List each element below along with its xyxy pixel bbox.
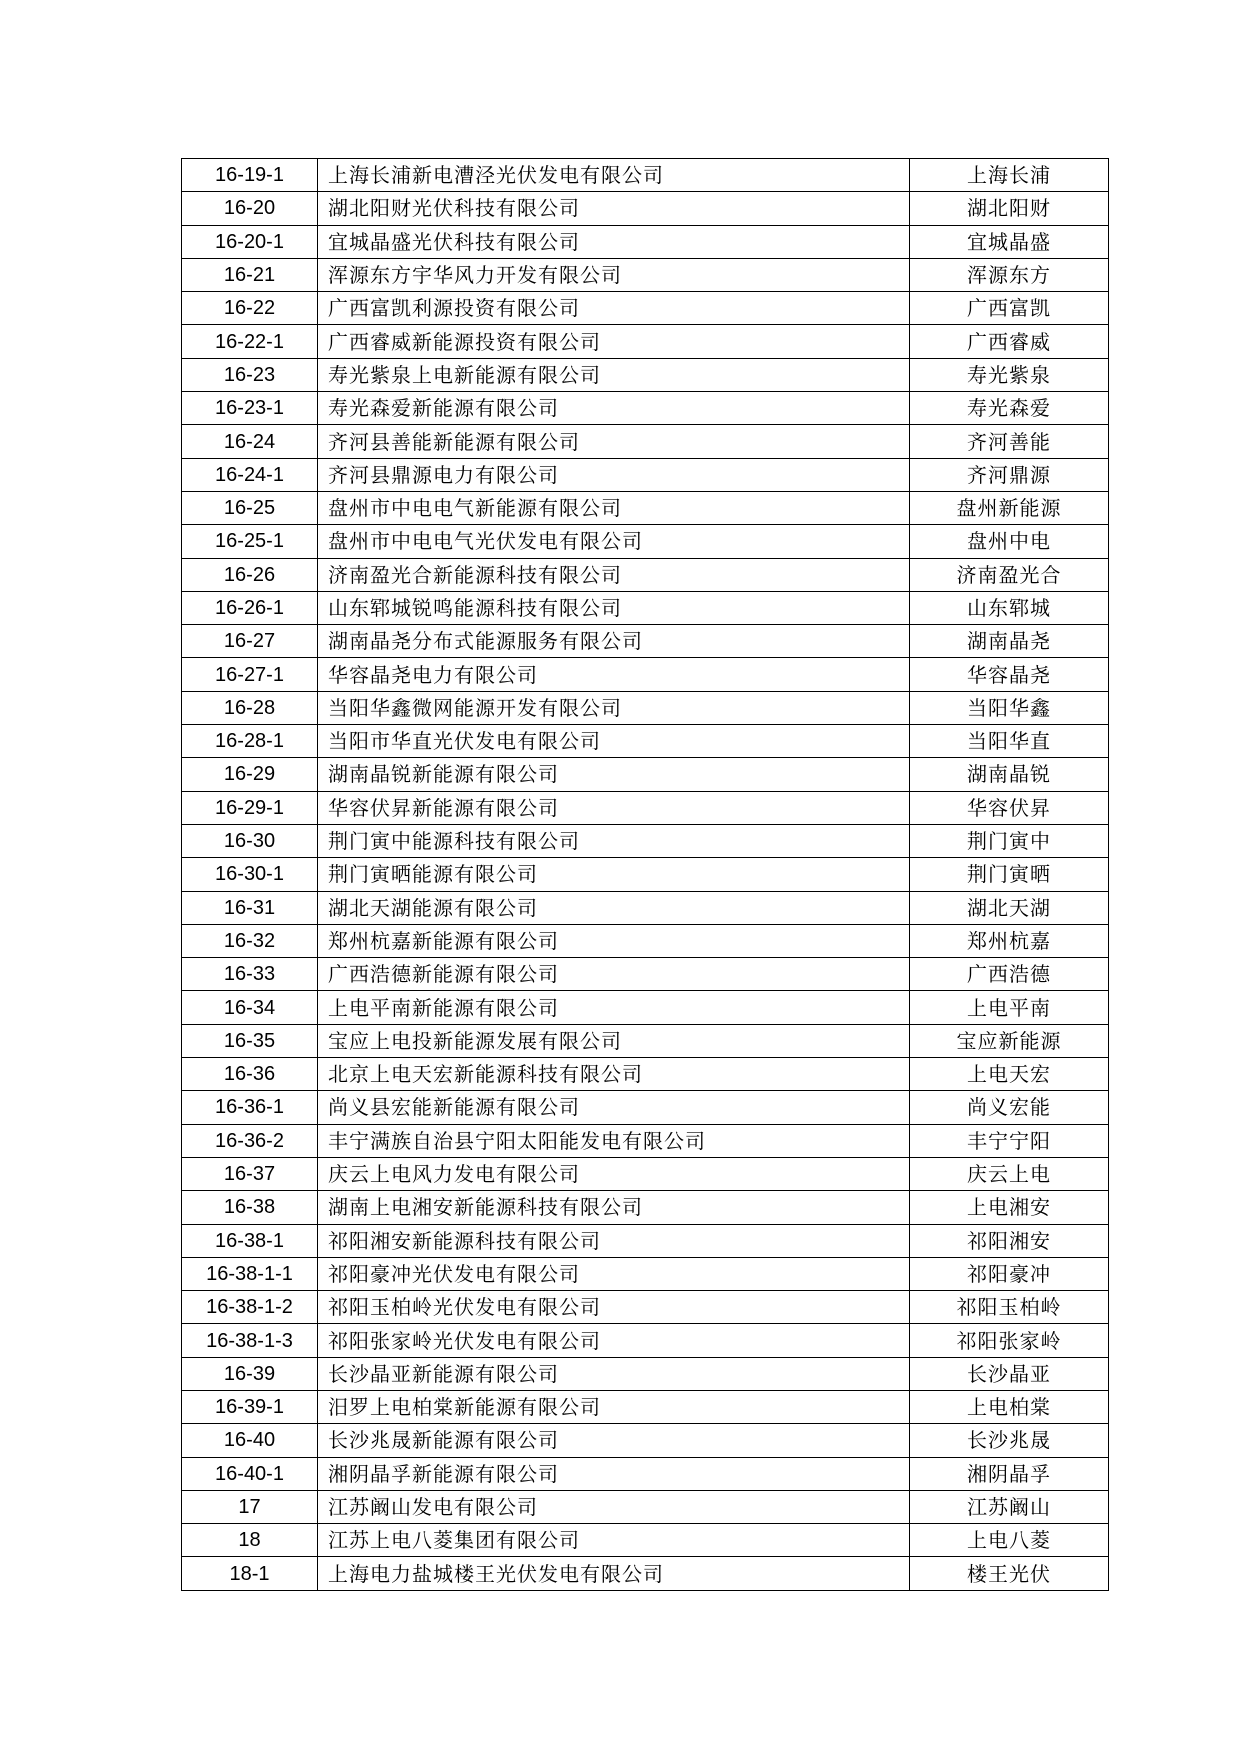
- company-code-cell: 16-38-1-2: [182, 1291, 318, 1324]
- table-row: [182, 525, 1109, 558]
- company-name-cell: 齐河县善能新能源有限公司: [318, 425, 910, 458]
- company-name-cell: 华容晶尧电力有限公司: [318, 658, 910, 691]
- table-row: [182, 591, 1109, 624]
- company-name-cell: 湖南上电湘安新能源科技有限公司: [318, 1191, 910, 1224]
- company-short-name-cell: 广西富凯: [910, 292, 1109, 325]
- company-short-name-cell: 湘阴晶孚: [910, 1457, 1109, 1490]
- table-row: [182, 725, 1109, 758]
- company-short-name-cell: 宜城晶盛: [910, 225, 1109, 258]
- table-row: [182, 425, 1109, 458]
- company-short-name-cell: 荆门寅晒: [910, 858, 1109, 891]
- company-name-cell: 湘阴晶孚新能源有限公司: [318, 1457, 910, 1490]
- company-code-cell: 16-32: [182, 924, 318, 957]
- company-short-name-cell: 齐河善能: [910, 425, 1109, 458]
- company-short-name-cell: 寿光森爱: [910, 392, 1109, 425]
- table-row: [182, 1424, 1109, 1457]
- table-row: [182, 1091, 1109, 1124]
- table-row: [182, 1557, 1109, 1590]
- company-code-cell: 16-20-1: [182, 225, 318, 258]
- company-short-name-cell: 祁阳张家岭: [910, 1324, 1109, 1357]
- company-name-cell: 当阳市华直光伏发电有限公司: [318, 725, 910, 758]
- table-row: [182, 358, 1109, 391]
- company-name-cell: 郑州杭嘉新能源有限公司: [318, 924, 910, 957]
- table-row: [182, 491, 1109, 524]
- company-short-name-cell: 上电八菱: [910, 1524, 1109, 1557]
- company-name-cell: 山东郓城锐鸣能源科技有限公司: [318, 591, 910, 624]
- company-name-cell: 齐河县鼎源电力有限公司: [318, 458, 910, 491]
- company-short-name-cell: 盘州新能源: [910, 491, 1109, 524]
- table-row: [182, 1224, 1109, 1257]
- company-short-name-cell: 郑州杭嘉: [910, 924, 1109, 957]
- company-name-cell: 盘州市中电电气新能源有限公司: [318, 491, 910, 524]
- company-name-cell: 寿光紫泉上电新能源有限公司: [318, 358, 910, 391]
- company-short-name-cell: 广西浩德: [910, 958, 1109, 991]
- company-code-cell: 16-25-1: [182, 525, 318, 558]
- table-row: [182, 791, 1109, 824]
- company-code-cell: 16-26: [182, 558, 318, 591]
- company-code-cell: 16-36-1: [182, 1091, 318, 1124]
- company-short-name-cell: 长沙兆晟: [910, 1424, 1109, 1457]
- table-row: [182, 1324, 1109, 1357]
- company-short-name-cell: 湖北阳财: [910, 192, 1109, 225]
- company-short-name-cell: 济南盈光合: [910, 558, 1109, 591]
- table-row: [182, 458, 1109, 491]
- company-code-cell: 16-22-1: [182, 325, 318, 358]
- company-code-cell: 16-28-1: [182, 725, 318, 758]
- company-short-name-cell: 长沙晶亚: [910, 1357, 1109, 1390]
- table-row: [182, 625, 1109, 658]
- company-code-cell: 16-39-1: [182, 1390, 318, 1423]
- company-name-cell: 祁阳玉柏岭光伏发电有限公司: [318, 1291, 910, 1324]
- table-row: [182, 1524, 1109, 1557]
- table-row: [182, 1124, 1109, 1157]
- company-name-cell: 庆云上电风力发电有限公司: [318, 1157, 910, 1190]
- company-short-name-cell: 广西睿威: [910, 325, 1109, 358]
- company-code-cell: 16-36-2: [182, 1124, 318, 1157]
- table-row: [182, 858, 1109, 891]
- table-row: [182, 924, 1109, 957]
- table-row: [182, 225, 1109, 258]
- table-row: [182, 891, 1109, 924]
- company-code-cell: 16-22: [182, 292, 318, 325]
- company-name-cell: 湖北阳财光伏科技有限公司: [318, 192, 910, 225]
- company-code-cell: 16-29-1: [182, 791, 318, 824]
- company-name-cell: 广西富凯利源投资有限公司: [318, 292, 910, 325]
- company-code-cell: 18-1: [182, 1557, 318, 1590]
- company-name-cell: 华容伏昇新能源有限公司: [318, 791, 910, 824]
- company-table: [181, 158, 1109, 1591]
- company-code-cell: 16-19-1: [182, 159, 318, 192]
- table-row: [182, 292, 1109, 325]
- company-name-cell: 长沙晶亚新能源有限公司: [318, 1357, 910, 1390]
- company-short-name-cell: 宝应新能源: [910, 1024, 1109, 1057]
- table-row: [182, 558, 1109, 591]
- company-code-cell: 16-25: [182, 491, 318, 524]
- table-body: [182, 159, 1109, 1591]
- company-short-name-cell: 齐河鼎源: [910, 458, 1109, 491]
- company-short-name-cell: 丰宁宁阳: [910, 1124, 1109, 1157]
- company-code-cell: 16-27: [182, 625, 318, 658]
- company-code-cell: 16-40-1: [182, 1457, 318, 1490]
- company-code-cell: 16-24-1: [182, 458, 318, 491]
- company-name-cell: 湖北天湖能源有限公司: [318, 891, 910, 924]
- company-short-name-cell: 华容晶尧: [910, 658, 1109, 691]
- company-short-name-cell: 当阳华直: [910, 725, 1109, 758]
- table-row: [182, 1058, 1109, 1091]
- table-row: [182, 192, 1109, 225]
- company-short-name-cell: 祁阳玉柏岭: [910, 1291, 1109, 1324]
- company-short-name-cell: 祁阳湘安: [910, 1224, 1109, 1257]
- company-short-name-cell: 祁阳豪冲: [910, 1257, 1109, 1290]
- company-name-cell: 当阳华鑫微网能源开发有限公司: [318, 691, 910, 724]
- company-code-cell: 16-36: [182, 1058, 318, 1091]
- company-name-cell: 尚义县宏能新能源有限公司: [318, 1091, 910, 1124]
- table-row: [182, 1490, 1109, 1523]
- table-row: [182, 1157, 1109, 1190]
- company-code-cell: 16-40: [182, 1424, 318, 1457]
- company-short-name-cell: 当阳华鑫: [910, 691, 1109, 724]
- company-name-cell: 济南盈光合新能源科技有限公司: [318, 558, 910, 591]
- company-code-cell: 16-20: [182, 192, 318, 225]
- company-code-cell: 16-23-1: [182, 392, 318, 425]
- company-code-cell: 16-28: [182, 691, 318, 724]
- company-short-name-cell: 楼王光伏: [910, 1557, 1109, 1590]
- company-short-name-cell: 浑源东方: [910, 258, 1109, 291]
- table-row: [182, 1357, 1109, 1390]
- company-code-cell: 16-23: [182, 358, 318, 391]
- table-row: [182, 958, 1109, 991]
- company-code-cell: 16-30-1: [182, 858, 318, 891]
- company-name-cell: 湖南晶尧分布式能源服务有限公司: [318, 625, 910, 658]
- company-code-cell: 16-39: [182, 1357, 318, 1390]
- company-short-name-cell: 盘州中电: [910, 525, 1109, 558]
- company-short-name-cell: 华容伏昇: [910, 791, 1109, 824]
- company-code-cell: 16-38: [182, 1191, 318, 1224]
- company-name-cell: 祁阳张家岭光伏发电有限公司: [318, 1324, 910, 1357]
- company-name-cell: 祁阳湘安新能源科技有限公司: [318, 1224, 910, 1257]
- company-name-cell: 广西睿威新能源投资有限公司: [318, 325, 910, 358]
- company-short-name-cell: 湖南晶锐: [910, 758, 1109, 791]
- company-name-cell: 上电平南新能源有限公司: [318, 991, 910, 1024]
- table-row: [182, 1457, 1109, 1490]
- company-short-name-cell: 寿光紫泉: [910, 358, 1109, 391]
- company-name-cell: 宝应上电投新能源发展有限公司: [318, 1024, 910, 1057]
- company-name-cell: 盘州市中电电气光伏发电有限公司: [318, 525, 910, 558]
- company-name-cell: 北京上电天宏新能源科技有限公司: [318, 1058, 910, 1091]
- company-short-name-cell: 山东郓城: [910, 591, 1109, 624]
- table-row: [182, 1024, 1109, 1057]
- company-name-cell: 上海电力盐城楼王光伏发电有限公司: [318, 1557, 910, 1590]
- company-code-cell: 16-21: [182, 258, 318, 291]
- company-code-cell: 16-31: [182, 891, 318, 924]
- table-row: [182, 1191, 1109, 1224]
- company-short-name-cell: 湖北天湖: [910, 891, 1109, 924]
- company-name-cell: 祁阳豪冲光伏发电有限公司: [318, 1257, 910, 1290]
- company-short-name-cell: 上电天宏: [910, 1058, 1109, 1091]
- company-code-cell: 16-26-1: [182, 591, 318, 624]
- company-name-cell: 江苏阚山发电有限公司: [318, 1490, 910, 1523]
- company-code-cell: 16-35: [182, 1024, 318, 1057]
- company-short-name-cell: 上电平南: [910, 991, 1109, 1024]
- company-short-name-cell: 庆云上电: [910, 1157, 1109, 1190]
- company-name-cell: 湖南晶锐新能源有限公司: [318, 758, 910, 791]
- company-name-cell: 荆门寅中能源科技有限公司: [318, 824, 910, 857]
- company-code-cell: 16-38-1: [182, 1224, 318, 1257]
- company-name-cell: 荆门寅晒能源有限公司: [318, 858, 910, 891]
- table-row: [182, 824, 1109, 857]
- table-row: [182, 159, 1109, 192]
- company-code-cell: 18: [182, 1524, 318, 1557]
- company-name-cell: 汨罗上电柏棠新能源有限公司: [318, 1390, 910, 1423]
- company-code-cell: 16-34: [182, 991, 318, 1024]
- company-code-cell: 16-38-1-3: [182, 1324, 318, 1357]
- company-short-name-cell: 荆门寅中: [910, 824, 1109, 857]
- table-row: [182, 691, 1109, 724]
- table-row: [182, 392, 1109, 425]
- company-name-cell: 浑源东方宇华风力开发有限公司: [318, 258, 910, 291]
- company-short-name-cell: 上电柏棠: [910, 1390, 1109, 1423]
- company-name-cell: 上海长浦新电漕泾光伏发电有限公司: [318, 159, 910, 192]
- company-name-cell: 宜城晶盛光伏科技有限公司: [318, 225, 910, 258]
- table-row: [182, 658, 1109, 691]
- company-code-cell: 16-24: [182, 425, 318, 458]
- company-short-name-cell: 湖南晶尧: [910, 625, 1109, 658]
- company-code-cell: 16-30: [182, 824, 318, 857]
- company-short-name-cell: 上电湘安: [910, 1191, 1109, 1224]
- table-row: [182, 758, 1109, 791]
- company-name-cell: 广西浩德新能源有限公司: [318, 958, 910, 991]
- company-name-cell: 长沙兆晟新能源有限公司: [318, 1424, 910, 1457]
- company-code-cell: 16-33: [182, 958, 318, 991]
- company-short-name-cell: 尚义宏能: [910, 1091, 1109, 1124]
- company-code-cell: 16-29: [182, 758, 318, 791]
- company-code-cell: 17: [182, 1490, 318, 1523]
- company-short-name-cell: 上海长浦: [910, 159, 1109, 192]
- table-row: [182, 258, 1109, 291]
- company-code-cell: 16-27-1: [182, 658, 318, 691]
- table-row: [182, 1257, 1109, 1290]
- company-name-cell: 丰宁满族自治县宁阳太阳能发电有限公司: [318, 1124, 910, 1157]
- company-short-name-cell: 江苏阚山: [910, 1490, 1109, 1523]
- company-name-cell: 江苏上电八菱集团有限公司: [318, 1524, 910, 1557]
- table-row: [182, 991, 1109, 1024]
- table-row: [182, 325, 1109, 358]
- company-code-cell: 16-37: [182, 1157, 318, 1190]
- table-row: [182, 1390, 1109, 1423]
- company-name-cell: 寿光森爱新能源有限公司: [318, 392, 910, 425]
- table-row: [182, 1291, 1109, 1324]
- company-code-cell: 16-38-1-1: [182, 1257, 318, 1290]
